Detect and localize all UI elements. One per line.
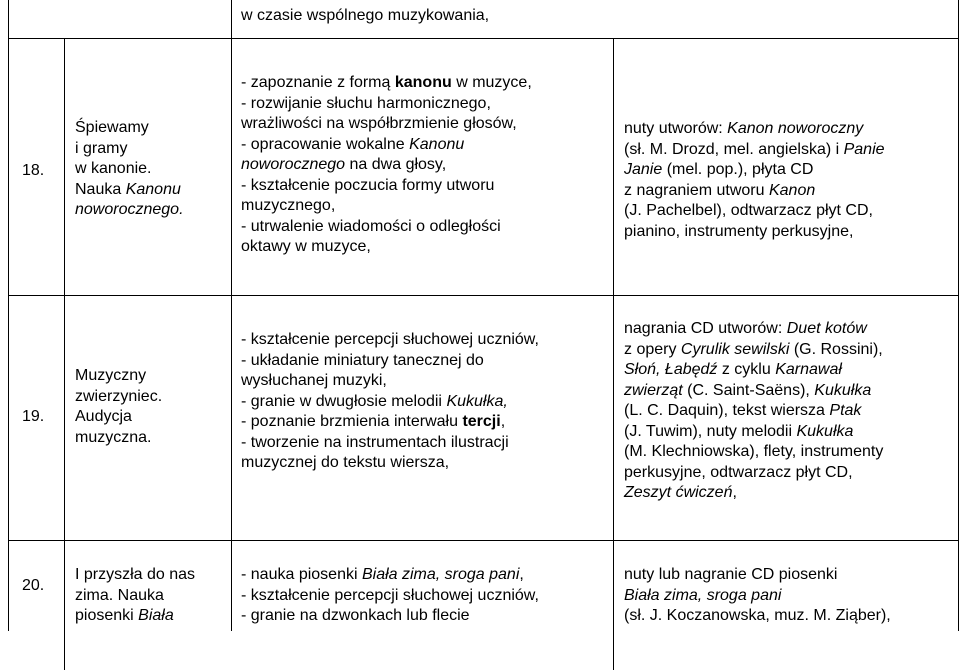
text-line bbox=[241, 196, 532, 217]
text-line bbox=[241, 586, 539, 607]
row19-goals bbox=[241, 330, 539, 474]
text-run: Audycja bbox=[75, 408, 132, 425]
text-line bbox=[241, 330, 539, 351]
text-line bbox=[624, 340, 883, 361]
text-run: muzycznego, bbox=[241, 197, 336, 214]
text-line bbox=[241, 606, 539, 627]
text-run: Janie bbox=[624, 161, 663, 178]
top-row-text: w czasie wspólnego muzykowania, bbox=[241, 7, 490, 24]
text-line bbox=[624, 181, 885, 202]
text-run: nuty lub nagranie CD piosenki bbox=[624, 566, 838, 583]
text-line bbox=[624, 381, 883, 402]
text-line bbox=[624, 606, 891, 627]
text-run: I przyszła do nas bbox=[75, 566, 196, 583]
text-line bbox=[75, 159, 184, 180]
text-run: zwierzyniec. bbox=[75, 387, 163, 405]
text-run: (L. C. Daquin), tekst wiersza bbox=[624, 402, 830, 419]
text-line bbox=[75, 118, 184, 139]
text-run: (mel. pop.), płyta CD bbox=[662, 161, 814, 178]
text-line bbox=[624, 160, 885, 181]
text-line bbox=[241, 412, 539, 433]
text-run: , bbox=[732, 484, 737, 501]
text-run: Cyrulik sewilski bbox=[680, 340, 790, 358]
row18-materials bbox=[624, 119, 885, 242]
text-run: piosenki bbox=[75, 607, 139, 624]
text-run: muzyczna. bbox=[75, 428, 152, 446]
text-run: nagrania CD utworów: bbox=[624, 320, 787, 337]
text-run: Kukułka bbox=[796, 422, 854, 440]
text-line bbox=[75, 366, 162, 387]
text-run: zwierząt bbox=[624, 381, 683, 399]
text-line bbox=[624, 586, 891, 607]
text-run: kanonu bbox=[394, 74, 452, 91]
text-line bbox=[75, 407, 162, 428]
text-run: - rozwijanie słuchu harmonicznego, bbox=[241, 94, 491, 112]
text-line bbox=[241, 217, 532, 238]
text-run: Biała zima, sroga pani bbox=[624, 586, 782, 604]
text-line bbox=[241, 453, 539, 474]
text-run: (M. Klechniowska), flety, instrumenty bbox=[624, 443, 884, 460]
text-line bbox=[75, 565, 195, 586]
text-line bbox=[624, 565, 891, 586]
text-line bbox=[75, 200, 184, 221]
text-line bbox=[241, 351, 539, 372]
text-line bbox=[241, 371, 539, 392]
text-run: - granie w dwugłosie melodii bbox=[241, 392, 447, 410]
text-run: Nauka bbox=[75, 180, 126, 198]
text-run: Kanonu bbox=[125, 180, 181, 198]
text-line bbox=[624, 119, 885, 140]
text-line bbox=[75, 606, 195, 627]
text-run: Słoń, Łabędź bbox=[624, 361, 718, 378]
text-run: - zapoznanie z formą bbox=[241, 74, 395, 91]
text-run: zima. Nauka bbox=[75, 586, 164, 604]
row-divider-18-19 bbox=[8, 295, 959, 296]
text-run: (J. Tuwim), nuty melodii bbox=[624, 422, 797, 440]
text-line bbox=[241, 237, 532, 258]
row20-number: 20. bbox=[22, 577, 45, 594]
text-run: Kanon bbox=[768, 181, 816, 199]
row18-goals bbox=[241, 73, 532, 258]
text-line bbox=[624, 140, 885, 161]
text-run: (C. Saint-Saëns), bbox=[682, 381, 815, 399]
text-line bbox=[624, 201, 885, 222]
text-line bbox=[241, 392, 539, 413]
text-run: Biała bbox=[138, 607, 174, 624]
text-run: (J. Pachelbel), odtwarzacz płyt CD, bbox=[624, 202, 873, 219]
text-run: muzycznej do tekstu wiersza, bbox=[241, 454, 450, 471]
text-run: wrażliwości na współbrzmienie głosów, bbox=[241, 115, 517, 132]
text-run: (sł. M. Drozd, mel. angielska) i bbox=[624, 140, 844, 158]
text-line bbox=[241, 73, 532, 94]
text-run: - kształcenie percepcji słuchowej uczniów, bbox=[241, 331, 539, 348]
text-line bbox=[75, 428, 162, 449]
text-run: nuty utworów: bbox=[624, 120, 728, 137]
text-run: Panie bbox=[843, 140, 885, 158]
text-run: , bbox=[500, 413, 506, 430]
text-run: Zeszyt ćwiczeń bbox=[624, 484, 733, 501]
text-run: tercji bbox=[462, 413, 501, 430]
text-run: - układanie miniatury tanecznej do bbox=[241, 351, 484, 369]
text-run: perkusyjne, odtwarzacz płyt CD, bbox=[624, 463, 853, 481]
text-run: Muzyczny bbox=[75, 367, 147, 384]
text-line bbox=[241, 433, 539, 454]
text-line bbox=[624, 401, 883, 422]
text-run: - kształcenie poczucia formy utworu bbox=[241, 176, 495, 194]
column-divider-1 bbox=[64, 39, 65, 670]
text-run: - granie na dzwonkach lub flecie bbox=[241, 607, 470, 624]
column-divider-2 bbox=[231, 0, 232, 631]
text-run: z opery bbox=[624, 340, 681, 358]
text-line bbox=[241, 114, 532, 135]
text-run: Kukułka, bbox=[446, 392, 508, 410]
text-line bbox=[241, 135, 532, 156]
column-divider-3 bbox=[613, 39, 614, 670]
text-line bbox=[75, 586, 195, 607]
text-line bbox=[75, 180, 184, 201]
row20-goals bbox=[241, 565, 539, 627]
row-divider-19-20 bbox=[8, 540, 959, 541]
text-run: Śpiewamy bbox=[75, 119, 149, 136]
text-run: Ptak bbox=[829, 402, 862, 419]
text-run: (sł. J. Koczanowska, muz. M. Ziąber), bbox=[624, 607, 891, 624]
text-run: - poznanie brzmienia interwału bbox=[241, 413, 463, 430]
text-run: wysłuchanej muzyki, bbox=[241, 372, 387, 389]
text-run: Karnawał bbox=[775, 361, 842, 378]
row18-number: 18. bbox=[22, 162, 45, 179]
row19-number: 19. bbox=[22, 408, 45, 425]
row20-title bbox=[75, 565, 195, 627]
row-divider-top bbox=[8, 38, 959, 39]
text-run: w kanonie. bbox=[75, 160, 152, 177]
table-border-right bbox=[958, 0, 959, 631]
text-run: i gramy bbox=[75, 139, 128, 157]
text-run: Duet kotów bbox=[786, 320, 867, 337]
text-run: Kukułka bbox=[814, 381, 872, 399]
text-run: w muzyce, bbox=[451, 74, 532, 91]
text-line bbox=[624, 463, 883, 484]
text-line bbox=[75, 387, 162, 408]
text-run: - kształcenie percepcji słuchowej uczniów, bbox=[241, 586, 539, 604]
row18-title bbox=[75, 118, 184, 221]
text-line bbox=[241, 176, 532, 197]
text-run: - opracowanie wokalne bbox=[241, 135, 410, 153]
text-run: - nauka piosenki bbox=[241, 566, 362, 583]
text-run: - tworzenie na instrumentach ilustracji bbox=[241, 433, 509, 451]
row19-title bbox=[75, 366, 162, 448]
text-line bbox=[624, 422, 883, 443]
text-line bbox=[624, 360, 883, 381]
row19-materials bbox=[624, 319, 883, 504]
text-run: z cyklu bbox=[717, 361, 776, 378]
table-border-left bbox=[8, 0, 9, 631]
text-run: oktawy w muzyce, bbox=[241, 238, 371, 255]
text-run: pianino, instrumenty perkusyjne, bbox=[624, 222, 854, 240]
text-run: - utrwalenie wiadomości o odległości bbox=[241, 217, 501, 235]
text-line bbox=[241, 94, 532, 115]
text-line bbox=[624, 442, 883, 463]
text-line bbox=[624, 319, 883, 340]
text-run: Kanonu bbox=[409, 135, 465, 153]
text-line bbox=[624, 483, 883, 504]
text-run: , bbox=[519, 566, 524, 583]
text-line bbox=[75, 139, 184, 160]
text-line bbox=[241, 565, 539, 586]
text-run: Biała zima, sroga pani bbox=[361, 566, 520, 583]
text-run: noworocznego. bbox=[75, 201, 184, 218]
text-run: (G. Rossini), bbox=[789, 340, 883, 358]
text-run: na dwa głosy, bbox=[345, 156, 447, 173]
text-line bbox=[624, 222, 885, 243]
row20-materials bbox=[624, 565, 891, 627]
text-line bbox=[241, 155, 532, 176]
text-run: noworocznego bbox=[241, 156, 346, 173]
text-run: z nagraniem utworu bbox=[624, 181, 769, 199]
text-run: Kanon noworoczny bbox=[727, 120, 864, 137]
